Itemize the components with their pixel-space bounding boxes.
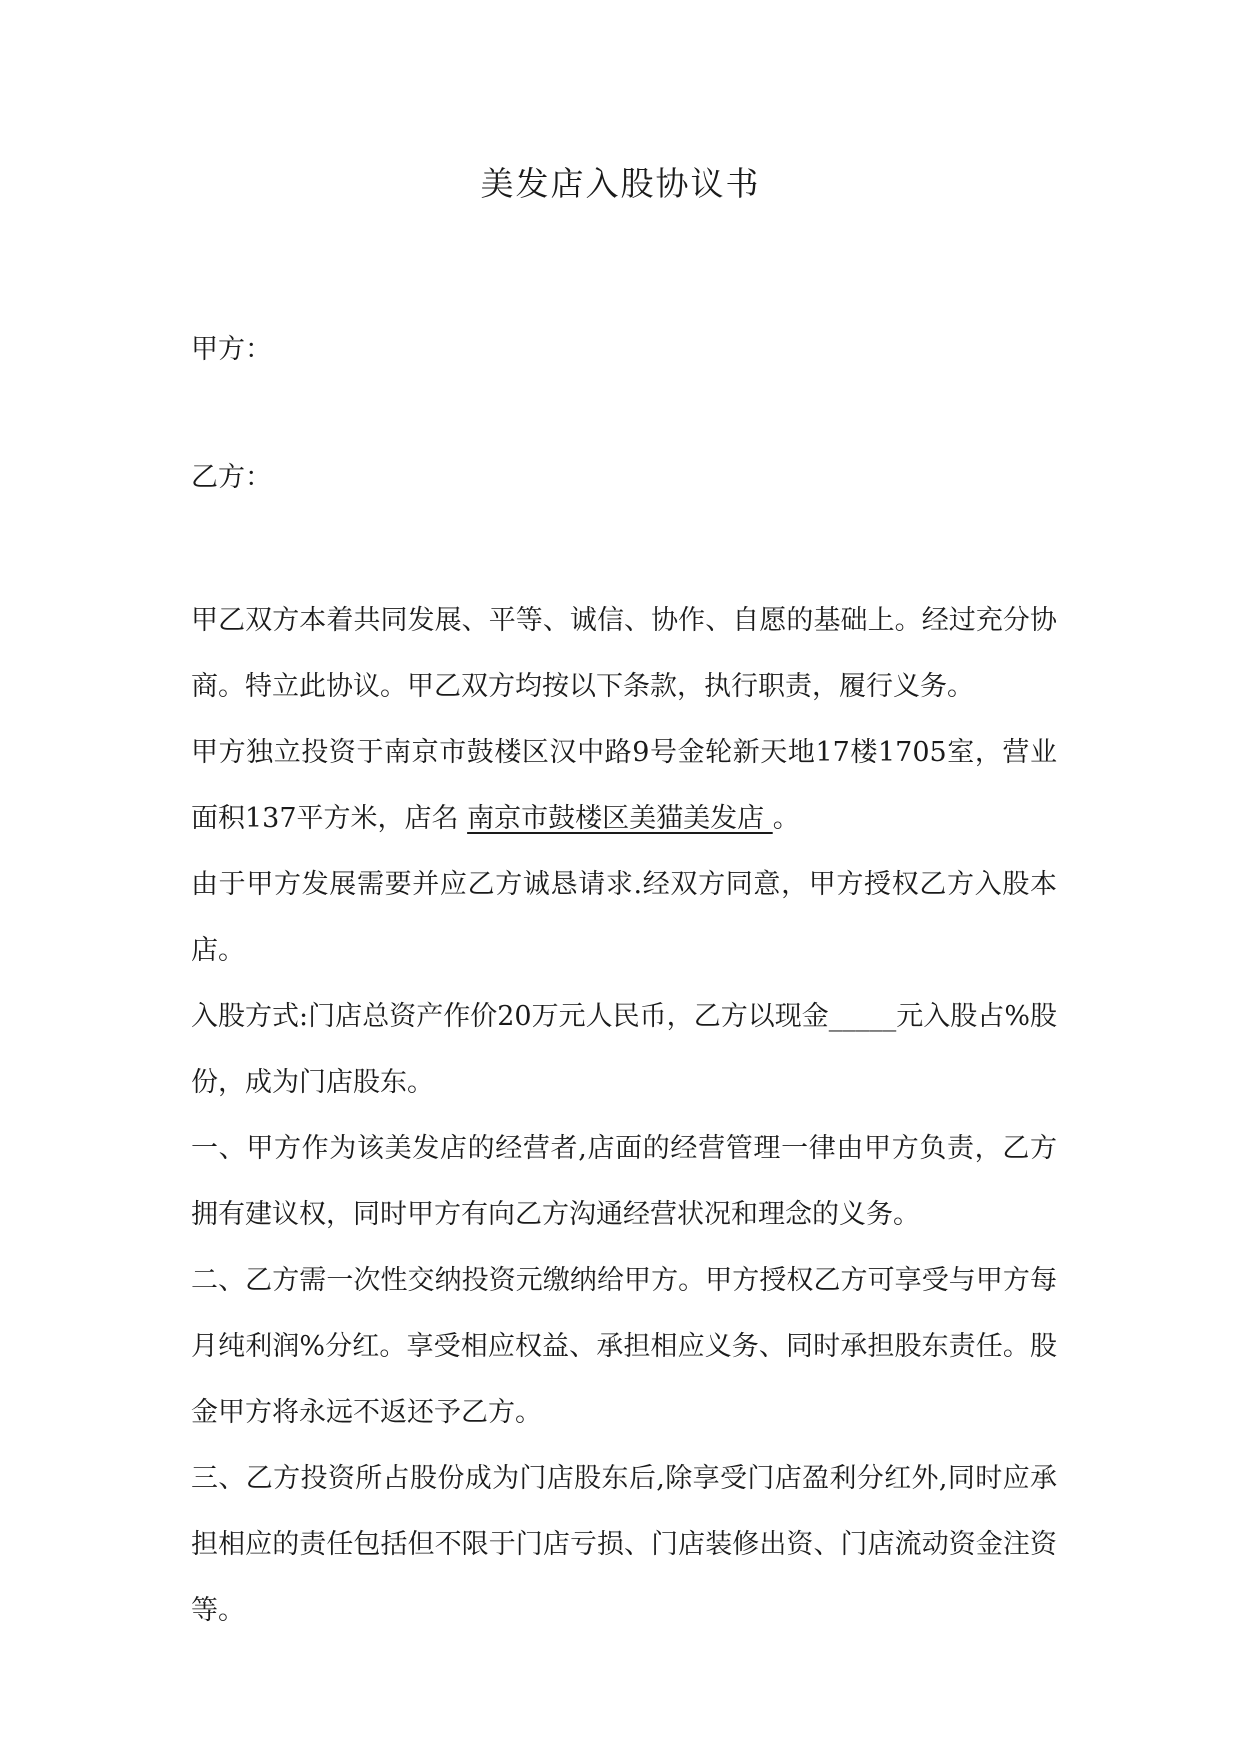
clause-2: 二、乙方需一次性交纳投资元缴纳给甲方。甲方授权乙方可享受与甲方每月纯利润%分红。享受相应权益、承担相应义务、同时承担股东责任。股金甲方将永远不返还予乙方。 — [191, 1265, 1057, 1428]
document-title: 美发店入股协议书 — [480, 164, 761, 203]
share-method-paragraph: 入股方式:门店总资产作价20万元人民币，乙方以现金_____元入股占%股份，成为门店股东。 — [191, 1001, 1057, 1098]
intro-paragraph: 甲乙双方本着共同发展、平等、诚信、协作、自愿的基础上。经过充分协商。特立此协议。甲乙双方均按以下条款，执行职责，履行义务。 — [191, 605, 1057, 702]
authorization-paragraph: 由于甲方发展需要并应乙方诚恳请求.经双方同意，甲方授权乙方入股本店。 — [191, 869, 1057, 966]
investment-paragraph — [191, 720, 1057, 852]
shop-name: 南京市鼓楼区美猫美发店 — [467, 803, 773, 834]
agreement-body — [191, 588, 1057, 1644]
clause-1: 一、甲方作为该美发店的经营者,店面的经营管理一律由甲方负责，乙方拥有建议权，同时甲方有向乙方沟通经营状况和理念的义务。 — [191, 1133, 1057, 1230]
investment-prefix: 甲方独立投资于南京市鼓楼区汉中路9号金轮新天地17楼1705室，营业面积137平方米，店名 — [191, 737, 1057, 834]
party-a-label: 甲方： — [191, 334, 272, 365]
investment-suffix: 。 — [772, 803, 800, 834]
party-b-label: 乙方： — [191, 462, 272, 493]
clause-3: 三、乙方投资所占股份成为门店股东后,除享受门店盈利分红外,同时应承担相应的责任包括但不限于门店亏损、门店装修出资、门店流动资金注资等。 — [191, 1463, 1057, 1626]
